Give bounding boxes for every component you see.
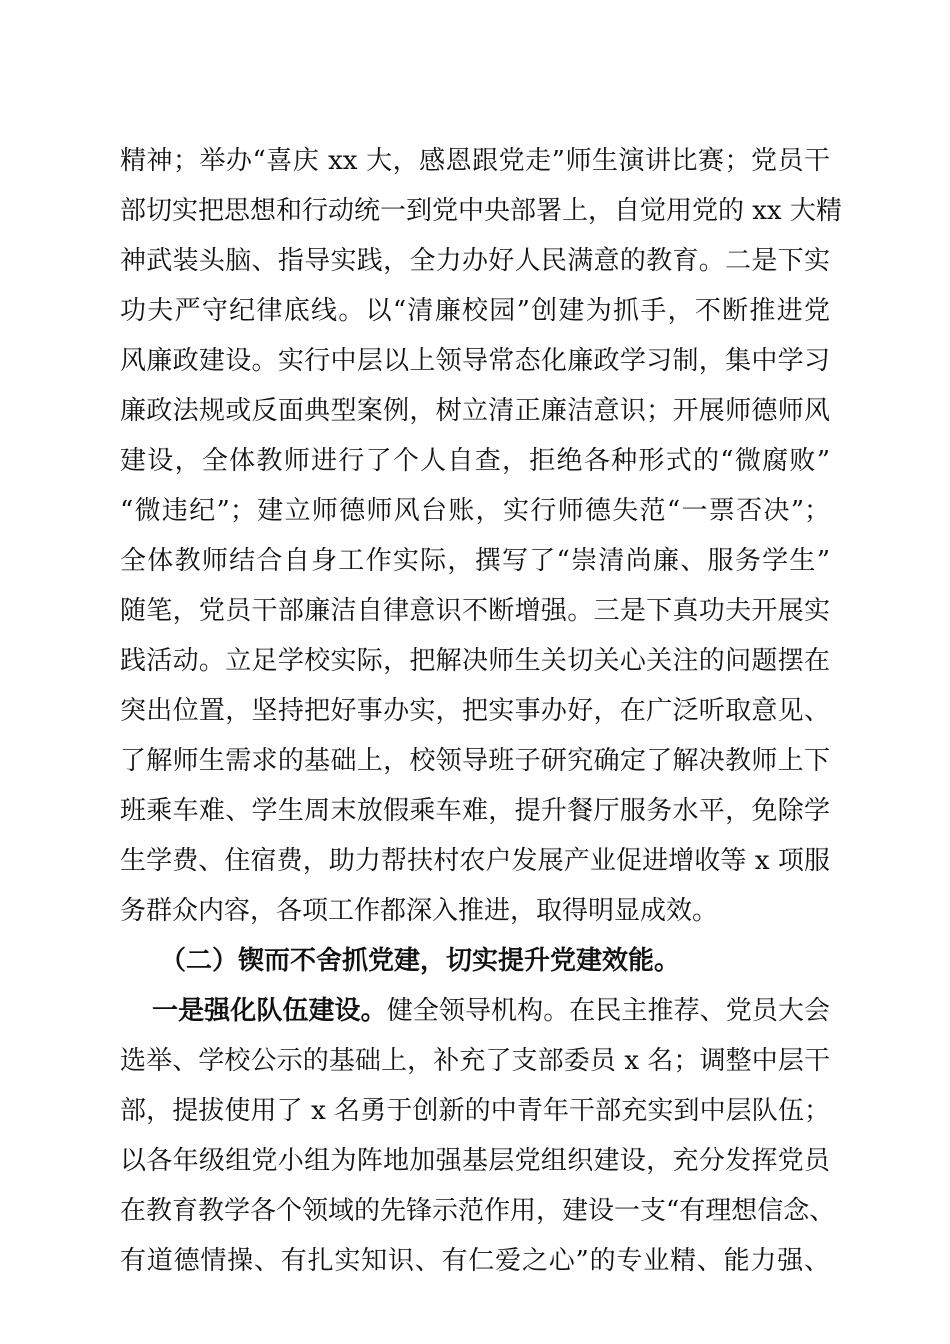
text-line: 以各年级组党小组为阵地加强基层党组织建设，充分发挥党员 [120, 1146, 830, 1176]
text-line: 建设，全体教师进行了个人自查，拒绝各种形式的“微腐败” [120, 446, 830, 476]
text-line: “微违纪”；建立师德师风台账，实行师德失范“一票否决”； [120, 496, 830, 526]
text-line: 选举、学校公示的基础上，补充了支部委员 x 名；调整中层干 [120, 1046, 830, 1076]
text-line: 了解师生需求的基础上，校领导班子研究确定了解决教师上下 [120, 746, 830, 776]
text-line: 精神；举办“喜庆 xx 大，感恩跟党走”师生演讲比赛；党员干 [120, 146, 830, 176]
text-line: 全体教师结合自身工作实际，撰写了“崇清尚廉、服务学生” [120, 546, 830, 576]
text-line: 在教育教学各个领域的先锋示范作用，建设一支“有理想信念、 [120, 1196, 836, 1226]
section-heading: （二）锲而不舍抓党建，切实提升党建效能。 [160, 946, 681, 976]
paragraph-lead: 一是强化队伍建设。 [152, 996, 387, 1026]
text-line: 风廉政建设。实行中层以上领导常态化廉政学习制，集中学习 [120, 346, 830, 376]
text-line: 践活动。立足学校实际，把解决师生关切关心关注的问题摆在 [120, 646, 830, 676]
text-line: 随笔，党员干部廉洁自律意识不断增强。三是下真功夫开展实 [120, 596, 830, 626]
text-line: 班乘车难、学生周末放假乘车难，提升餐厅服务水平，免除学 [120, 796, 830, 826]
paragraph-first-line-rest: 健全领导机构。在民主推荐、党员大会 [386, 996, 830, 1026]
text-line: 廉政法规或反面典型案例，树立清正廉洁意识；开展师德师风 [120, 396, 830, 426]
text-line: 突出位置，坚持把好事办实，把实事办好，在广泛听取意见、 [120, 696, 830, 726]
text-line: 生学费、住宿费，助力帮扶村农户发展产业促进增收等 x 项服 [120, 846, 830, 876]
text-line: 部，提拔使用了 x 名勇于创新的中青年干部充实到中层队伍； [120, 1096, 830, 1126]
text-line: 务群众内容，各项工作都深入推进，取得明显成效。 [120, 896, 719, 926]
paragraph-first-line [152, 996, 830, 1026]
text-line: 部切实把思想和行动统一到党中央部署上，自觉用党的 xx 大精 [120, 196, 842, 226]
text-line: 功夫严守纪律底线。以“清廉校园”创建为抓手，不断推进党 [120, 296, 830, 326]
text-line: 神武装头脑、指导实践，全力办好人民满意的教育。二是下实 [120, 246, 830, 276]
text-line: 有道德情操、有扎实知识、有仁爱之心”的专业精、能力强、 [120, 1246, 830, 1276]
